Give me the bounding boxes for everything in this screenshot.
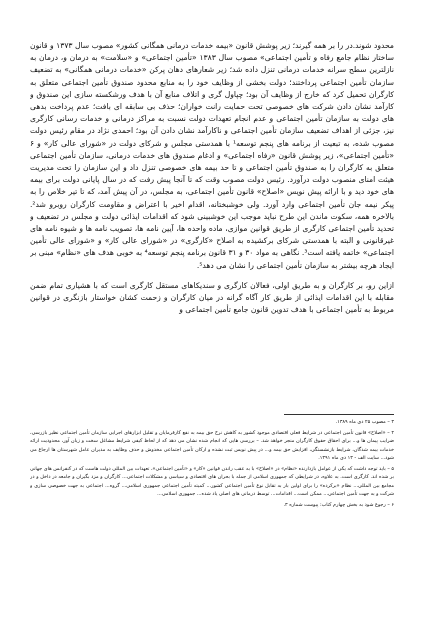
footnote-5: ۵ – باید توجه داشت که یکی از عوامل بازدارنده «نظام» در «اصلاح» با به عقب راندن قوانین «کار» و «تأمین اجتماعی»، تعهدات بین المللی دولت هاست که در کنفرانس های جهانی بر شده اند. کارگری است. به علاوه، در شرایطی که جمهوری اسلامی از جمله با بحران های اقتصادی و سیاسی و مشکلات اجتماعی... کارگران و مزد بگیران و جامعه در داخل و در مجامع بین المللی... نظام «برکرده» را برای اولین بار به تقابل نوع تأمین اجتماعی کشور... کمیته تأمین اجتماعی جمهوری اسلامی... گروه... اجتماعی به جهت خصوصی سازی و شرکت و به جهت تأمین اجتماعی... ممکن است... اقدامات... توسط درمانی های اصلی یاد شده... جمهوری اسلامی... [30, 465, 394, 497]
footnotes-section [30, 414, 394, 511]
footnote-divider [284, 414, 394, 415]
footnote-4: ۴ – «اصلاح» قانون تأمین اجتماعی در شرایط فعلی اقتصادی موجود کشور به کاهش نرخ حق بیمه به نفع کارفرمایان و تقلیل ابزارهای اجرایی سازمان تأمین اجتماعی نظیر بازرسی، ضرایب پیمان ها و... برای احقاق حقوق کارگران منجر خواهد شد. – بررسی هایی که انجام شده نشان می دهد که از لحاظ کیفی شرایط مشاغل سخت و زیان آور، محدودیت ارائه خدمات بیمه شدگان، شرایط بازنشستگی، افزایش حق بیمه و... در پیش نویس ثبت نشده و ارکان تأمین اجتماعی مخدوش و حذف وظایف به مدیران عامل شهرستان ها ارجاع می شود... سایت الف - ۱۳ دی ماه ۱۳۹۱. [30, 429, 394, 461]
document-page [30, 40, 394, 620]
body-paragraph-1: محدود شوند.در را بر همه گیرند؛ زیر پوشش قانون «بیمه خدمات درمانی همگانی کشور» مصوب سال ۱۳۷۳ و قانون ساختار نظام جامع رفاه و تأمین اجتماعی» مصوب سال ۱۳۸۳ «تأمین اجتماعی» و «سلامت» به درمان و، درمان به نازلترین سطح سرانه خدمات درمانی تنزل داده شد؛ زیر شعارهای دهان پرکن «خدمات درمانی همگانی» به تضعیف سازمان تأمین اجتماعی پرداختند؛ دولت بخشی از وظایف خود را به منابع محدود صندوق تأمین اجتماعی متعلق به کارگران تحمیل کرد که خارج از وظایف آن بود؛ چپاول گری و اتلاف منابع آن با هدف ورشکسته سازی این صندوق و کارآمد نشان دادن شرکت های خصوصی تحت حمایت رانت خواران؛ حذف بی سابقه ای بافت؛ عدم پرداخت بدهی های دولت به سازمان تأمین اجتماعی و عدم انجام تعهدات دولت نسبت به مراکز درمانی و خدمات رسانی کارگری نیز، جزئی از اهداف تضعیف سازمان تأمین اجتماعی و ناکارآمد نشان دادن آن بود؛ احمدی نژاد در مقام رئیس دولت مصوب شده، به تبعیت از برنامه های پنجم توسعه¹ با همدستی مجلس و شرکای دولت در «شورای عالی کار» و ۶ «تأمین اجتماعی»، زیر پوشش قانون «رفاه اجتماعی» و ادغام صندوق های خدمات درمانی، سازمان تأمین اجتماعی متعلق به کارگران را به صندوق تأمین اجتماعی و تا حد بیمه های خصوصی تنزل داد و این سازمان را تحت مدیریت هیئت امنای منصوب دولت درآورد. رئیس دولت مصوب وقت که تا آنجا پیش رفت که در سال پایانی دولت برای بیمه های خود دید و با ارائه پیش نویس «اصلاح» قانون تأمین اجتماعی، به مجلس، در آن پیش آمد، که تا تیر خلاص را به پیکر نیمه جان تأمین اجتماعی وارد آورد. ولی خوشبختانه، اقدام اخیر با اعتراض و مقاومت کارگران روبرو شد². بالاخره همه، سکوت ماندن این طرح نباید موجب این خوشبینی شود که اقدامات ایذائی دولت و مجلس در تضعیف و تحدید تأمین اجتماعی کارگری از طریق قوانین موازی، ماده واحده ها، آیین نامه ها، تصویب نامه ها و شیوه نامه های غیرقانونی و البته با همدستی شرکای برکشیده به اصلاح «کارگری» در «شورای عالی کار» و «شورای عالی تأمین اجتماعی» خاتمه یافته است³. نگاهی به مواد ۳۰ و ۳۱ قانون برنامه پنجم توسعه⁴ به خوبی هدف های «نظام» مبنی بر ایجاد هرچه بیشتر به سازمان تأمین اجتماعی را نشان می دهد⁵. [30, 41, 394, 270]
footnote-3: ۳ – مصوب ۲۵ دی ماه ۱۳۸۹. [335, 419, 394, 425]
body-paragraph-2: ازاین رو، بر کارگران و به طریق اولی، فعالان کارگری و سندیکاهای مستقل کارگری است که با هشیاری تمام ضمن مقابله با این اقدامات ایذائی از طریق کار آگاه گرانه در میان کارگران و زحمت کشان خواستار بازنگری در قوانین مربوط به تأمین اجتماعی با هدف تدوین قانون جامع تأمین اجتماعی و [30, 280, 394, 315]
footnote-6: ۶ – رجوع شود به بخش چهارم کتاب: پیوست شماره ۳. [283, 501, 394, 508]
